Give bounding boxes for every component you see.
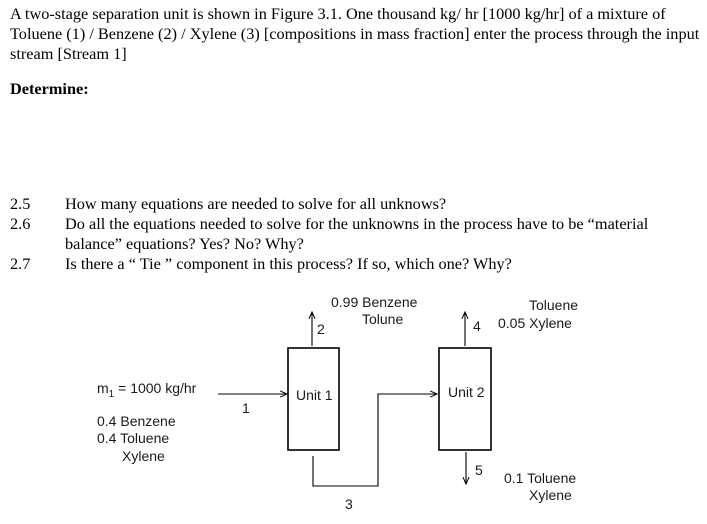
stream-5-toluene: 0.1 Toluene xyxy=(504,470,577,486)
question-number: 2.5 xyxy=(10,194,31,213)
stream-2-toluene: Tolune xyxy=(362,311,404,327)
question-text: How many equations are needed to solve for all unknows? xyxy=(65,194,447,213)
stream-4-xylene: 0.05 Xylene xyxy=(498,315,572,331)
mass-flow-symbol: m xyxy=(97,380,109,396)
stream-4-number: 4 xyxy=(473,318,481,334)
question-text: Is there a “ Tie ” component in this process? If so, which one? Why? xyxy=(65,254,512,273)
determine-heading: Determine: xyxy=(10,79,89,98)
stream-3-number: 3 xyxy=(345,496,353,512)
question-text: Do all the equations needed to solve for the unknowns in the process have to be “material balance” equations? Yes? No? Why? xyxy=(65,214,649,253)
feed-flow-value: = 1000 kg/hr xyxy=(118,380,197,396)
stream-4-toluene: Toluene xyxy=(529,297,579,313)
feed-benzene: 0.4 Benzene xyxy=(97,413,176,429)
stream-2-benzene: 0.99 Benzene xyxy=(331,294,418,310)
stream-5-xylene: Xylene xyxy=(529,487,572,503)
feed-xylene: Xylene xyxy=(122,448,165,464)
feed-toluene: 0.4 Toluene xyxy=(97,430,170,446)
mass-flow-subscript: 1 xyxy=(108,388,115,400)
stream-2-number: 2 xyxy=(317,321,325,337)
question-number: 2.7 xyxy=(10,254,31,273)
stream-1-number: 1 xyxy=(242,400,250,416)
unit-2-label: Unit 2 xyxy=(448,384,485,400)
stream-5-number: 5 xyxy=(475,462,483,478)
unit-1-label: Unit 1 xyxy=(296,387,333,403)
question-number: 2.6 xyxy=(10,214,31,233)
problem-statement: A two-stage separation unit is shown in Figure 3.1. One thousand kg/ hr [1000 kg/hr] of a mixture of Toluene (1) / Benzene (2) / Xylene (3) [compositions in mass fraction] enter the process through the input stream [Stream 1] xyxy=(10,4,700,63)
feed-flow-label xyxy=(97,380,196,403)
